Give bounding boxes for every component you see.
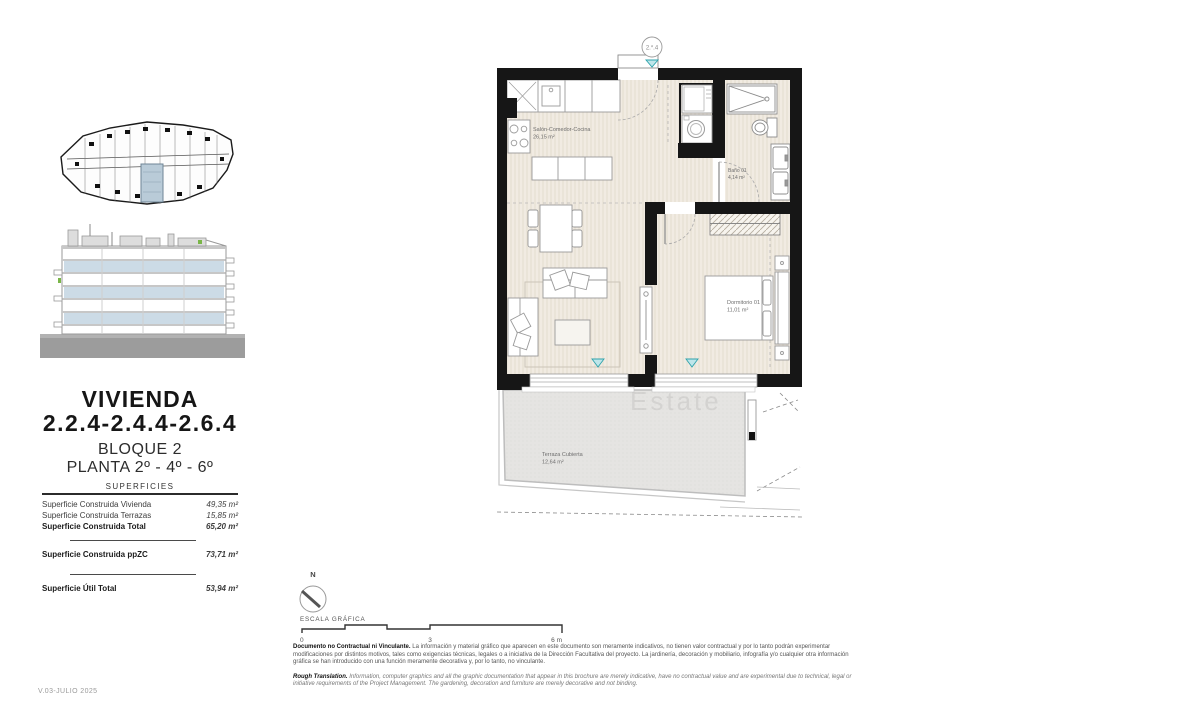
table-row: Superficie Construida Vivienda 49,35 m² — [42, 500, 238, 509]
highlighted-unit — [141, 164, 163, 202]
washing-machine — [682, 115, 712, 143]
scale-bar — [302, 625, 562, 633]
building-elevation — [40, 216, 245, 361]
table-row: Superficie Construida Total 65,20 m² — [42, 522, 238, 531]
version-stamp: V.03-JULIO 2025 — [38, 688, 98, 695]
unit-marker-label: 2.*.4 — [645, 45, 659, 52]
chair — [572, 230, 582, 247]
scale-title: ESCALA GRÁFICA — [300, 616, 366, 623]
disclaimer-es: Documento no Contractual ni Vinculante. La información y material gráfico que aparecen en este documento son meramente indicativos, no tienen valor contractual y por lo tanto podrán experimentar modificaciones por distintos motivos, tales como exigencias técnicas, legales o a iniciativa de la Dirección Facultativa del proyecto. La jardinería, decoración y mobiliario, infografía y/o cualquier otra información gráfica se han introducido con una función meramente decorativa y, por lo tanto, no vinculante. — [293, 644, 849, 666]
room-area: 12,64 m² — [542, 459, 564, 466]
surfaces-header: SUPERFICIES — [105, 482, 175, 491]
floor-plan — [430, 20, 970, 560]
chair — [528, 230, 538, 247]
disclaimer-en: Rough Translation. Information, computer graphics and all the graphic documentation that appear in this brochure are merely indicative, have no contractual value and are experimental due to technical, legal or initiative requirements of the Project Management. The gardening, decoration and furniture are merely decorative and not binding. — [293, 673, 852, 688]
room-area: 11,01 m² — [727, 307, 749, 314]
kitchen-counter — [507, 80, 620, 112]
table-row: Superficie Construida ppZC 73,71 m² — [42, 550, 238, 559]
block-label: BLOQUE 2 — [97, 440, 183, 458]
surfaces-rule — [42, 493, 238, 495]
stove — [508, 120, 530, 153]
site-key-plan — [55, 112, 240, 214]
dining-table — [540, 205, 572, 252]
scale-tick: 6 m — [551, 637, 562, 644]
title-block — [20, 388, 260, 477]
pillow — [763, 280, 771, 305]
room-label: Salón-Comedor-Cocina — [533, 127, 591, 133]
appliance — [682, 85, 712, 113]
scale-tick: 3 — [428, 637, 432, 644]
roof-structures — [68, 230, 206, 246]
scale-tick: 0 — [300, 637, 304, 644]
coffee-table — [555, 320, 590, 345]
toilet-tank — [767, 118, 777, 137]
table-row: Superficie Construida Terrazas 15,85 m² — [42, 511, 238, 520]
surfaces-table — [42, 482, 238, 594]
table-row: Superficie Útil Total 53,94 m² — [42, 584, 238, 593]
shower — [727, 84, 777, 114]
living-window — [530, 374, 628, 387]
kitchen-island — [532, 157, 612, 180]
room-area: 26,15 m² — [533, 134, 555, 141]
disclaimer — [293, 644, 865, 689]
table-divider — [70, 540, 196, 541]
highlighted-floors — [64, 261, 224, 324]
headboard — [775, 272, 789, 344]
unit-title: VIVIENDA — [81, 386, 199, 412]
pillow — [763, 311, 771, 336]
room-label: Dormitorio 01 — [727, 300, 761, 306]
table-divider — [70, 574, 196, 575]
bedroom-furniture — [705, 212, 789, 360]
north-label: N — [310, 570, 316, 579]
unit-numbers: 2.2.4-2.4.4-2.6.4 — [42, 410, 238, 437]
floor-label: PLANTA 2º - 4º - 6º — [66, 458, 214, 476]
north-scale-legend — [290, 563, 580, 651]
room-area: 4,14 m² — [728, 175, 745, 181]
toilet — [752, 120, 768, 135]
chair — [528, 210, 538, 227]
room-label: Baño 01 — [728, 168, 747, 174]
room-label: Terraza Cubierta — [542, 452, 583, 458]
watermark: Estate — [630, 386, 722, 416]
chair — [572, 210, 582, 227]
ground — [40, 338, 245, 358]
